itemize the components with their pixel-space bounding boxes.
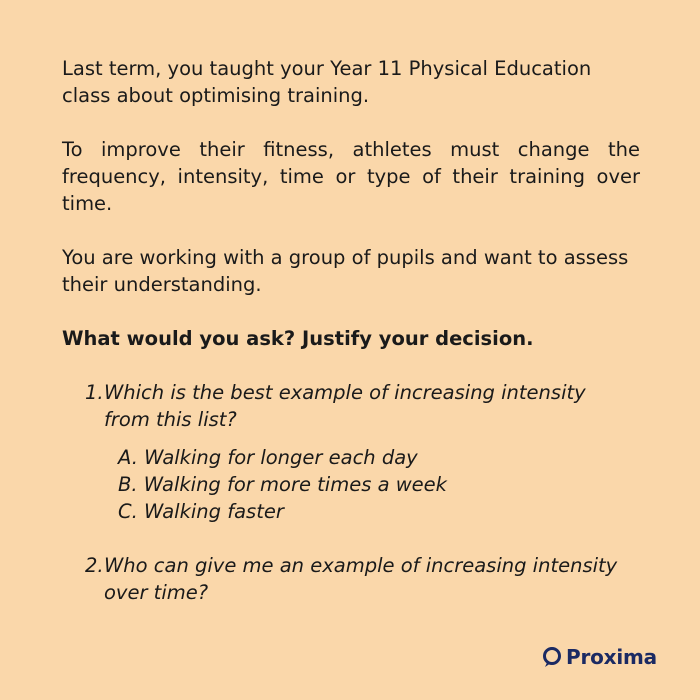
intro-paragraph-1: Last term, you taught your Year 11 Physical Education class about optimising training.: [62, 57, 592, 107]
brand-name: Proxima: [566, 645, 657, 669]
question-2-number: 2.: [85, 554, 104, 577]
intro-paragraph-2: To improve their fitness, athletes must change the frequency, intensity, time or type of their training over time.: [62, 138, 640, 215]
question-1-number: 1.: [85, 381, 104, 404]
brand-logo: [541, 645, 657, 669]
content: [62, 55, 640, 606]
option-a: A. Walking for longer each day: [118, 446, 418, 469]
speech-bubble-icon: [541, 646, 563, 668]
question-1: [85, 379, 640, 433]
question-2-text: Who can give me an example of increasing intensity over time?: [104, 554, 618, 604]
question-2: [85, 552, 640, 606]
intro-paragraph-3: You are working with a group of pupils and want to assess their understanding.: [62, 246, 629, 296]
question-1-options: [118, 444, 640, 525]
prompt-heading: What would you ask? Justify your decision.: [62, 327, 534, 350]
question-1-text: Which is the best example of increasing intensity from this list?: [104, 381, 586, 431]
option-b: B. Walking for more times a week: [118, 473, 447, 496]
option-c: C. Walking faster: [118, 500, 284, 523]
